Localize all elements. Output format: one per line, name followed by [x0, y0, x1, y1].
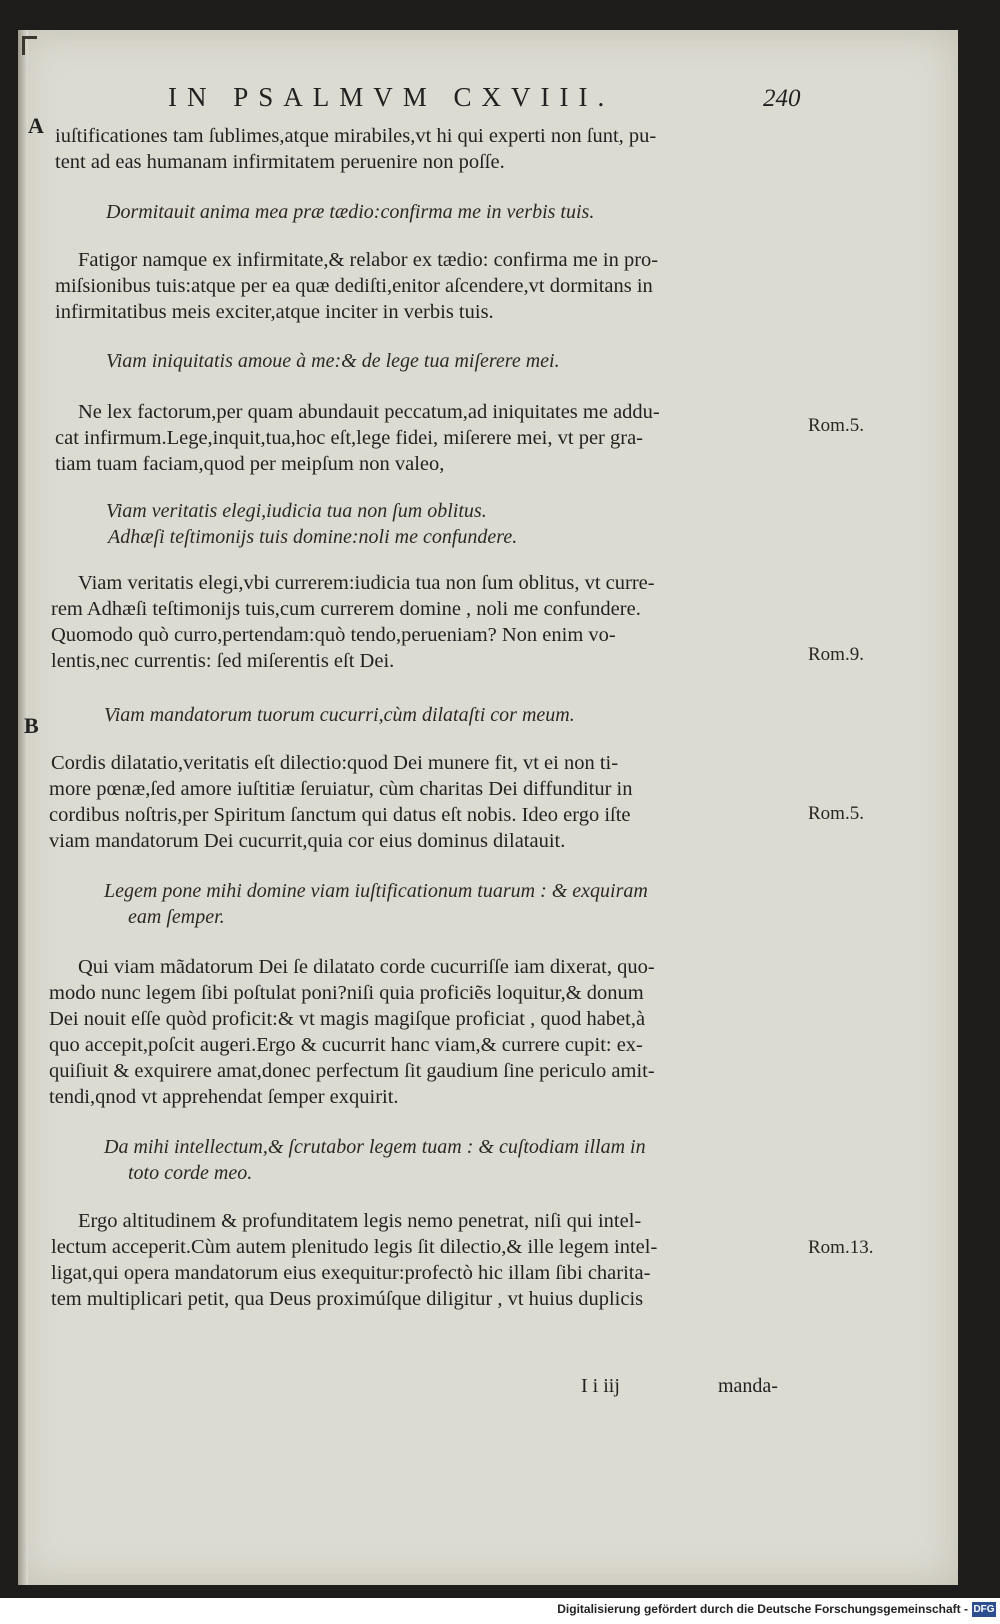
page-number: 240 — [763, 85, 801, 112]
margin-note: Rom.13. — [808, 1237, 874, 1258]
verse-line: Viam mandatorum tuorum cucurri,cùm dilataſti cor meum. — [104, 704, 575, 726]
text-line: tent ad eas humanam infirmitatem peruenire non poſſe. — [55, 151, 505, 173]
verse-line: Viam iniquitatis amoue à me:& de lege tua miſerere mei. — [106, 350, 560, 372]
text-line: viam mandatorum Dei cucurrit,quia cor eius dominus dilatauit. — [49, 830, 566, 852]
text-line: ligat,qui opera mandatorum eius exequitur:profectò hic illam ſibi charita- — [51, 1262, 651, 1284]
text-line: tiam tuam faciam,quod per meipſum non valeo, — [55, 453, 445, 475]
text-line: Ergo altitudinem & profunditatem legis nemo penetrat, niſi qui intel- — [78, 1210, 642, 1232]
text-line: Dei nouit eſſe quòd proficit:& vt magis magiſque proficiat , quod habet,à — [49, 1008, 646, 1030]
text-line: tem multiplicari petit, qua Deus proximúſque diligitur , vt huius duplicis — [51, 1288, 644, 1310]
text-line: Qui viam mãdatorum Dei ſe dilatato corde cucurriſſe iam dixerat, quo- — [78, 956, 655, 978]
text-line: rem Adhæſi teſtimonijs tuis,cum currerem domine , noli me confundere. — [51, 598, 641, 620]
verse-line: Da mihi intellectum,& ſcrutabor legem tuam : & cuſtodiam illam in — [104, 1136, 646, 1158]
text-line: iuſtificationes tam ſublimes,atque mirabiles,vt hi qui experti non ſunt, pu- — [55, 125, 657, 147]
section-letter-b: B — [24, 713, 39, 738]
text-line: Cordis dilatatio,veritatis eſt dilectio:quod Dei munere fit, vt ei non ti- — [51, 752, 619, 774]
verse-line: toto corde meo. — [128, 1162, 253, 1184]
digitization-footer — [0, 1598, 1000, 1624]
text-line: quo accepit,poſcit augeri.Ergo & cucurrit hanc viam,& currere cupit: ex- — [49, 1034, 643, 1056]
text-line: infirmitatibus meis exciter,atque inciter in verbis tuis. — [55, 301, 494, 323]
margin-note: Rom.5. — [808, 415, 864, 436]
verse-line: Legem pone mihi domine viam iuſtificationum tuarum : & exquiram — [104, 880, 648, 902]
catchword: manda- — [718, 1375, 778, 1397]
text-line: cordibus noſtris,per Spiritum ſanctum qui datus eſt nobis. Ideo ergo iſte — [49, 804, 631, 826]
footer-credit: Digitalisierung gefördert durch die Deutsche Forschungsgemeinschaft - — [557, 1602, 968, 1616]
section-letter-a: A — [28, 113, 44, 138]
page-gutter-shadow — [18, 30, 28, 1585]
book-page — [18, 30, 958, 1585]
running-title: IN PSALMVM CXVIII. — [168, 82, 615, 112]
text-line: Ne lex factorum,per quam abundauit peccatum,ad iniquitates me addu- — [78, 401, 660, 423]
verse-line: Dormitauit anima mea præ tædio:confirma me in verbis tuis. — [106, 201, 595, 223]
text-line: miſsionibus tuis:atque per ea quæ dediſti,enitor aſcendere,vt dormitans in — [55, 275, 653, 297]
dfg-logo: DFG — [973, 1604, 995, 1615]
text-line: quiſiuit & exquirere amat,donec perfectum ſit gaudium ſine periculo amit- — [49, 1060, 655, 1082]
text-line: lectum acceperit.Cùm autem plenitudo legis ſit dilectio,& ille legem intel- — [51, 1236, 658, 1258]
text-line: more pœnæ,ſed amore iuſtitiæ ſeruiatur, cùm charitas Dei diffunditur in — [49, 778, 633, 800]
verse-line: eam ſemper. — [128, 906, 225, 928]
signature-mark: I i iij — [581, 1375, 620, 1397]
corner-mark — [22, 36, 37, 55]
margin-note: Rom.5. — [808, 803, 864, 824]
verse-line: Viam veritatis elegi,iudicia tua non ſum oblitus. — [106, 500, 487, 522]
verse-line: Adhæſi teſtimonijs tuis domine:noli me confundere. — [108, 526, 518, 548]
text-line: Fatigor namque ex infirmitate,& relabor ex tædio: confirma me in pro- — [78, 249, 659, 271]
text-line: Viam veritatis elegi,vbi currerem:iudicia tua non ſum oblitus, vt curre- — [78, 572, 655, 594]
text-line: tendi,qnod vt apprehendat ſemper exquirit. — [49, 1086, 399, 1108]
text-line: modo nunc legem ſibi poſtulat poni?niſi quia proficiẽs loquitur,& donum — [49, 982, 644, 1004]
text-line: Quomodo quò curro,pertendam:quò tendo,perueniam? Non enim vo- — [51, 624, 616, 646]
text-line: cat infirmum.Lege,inquit,tua,hoc eſt,lege fidei, miſerere mei, vt per gra- — [55, 427, 644, 449]
text-line: lentis,nec currentis: ſed miſerentis eſt Dei. — [51, 650, 395, 672]
margin-note: Rom.9. — [808, 644, 864, 665]
